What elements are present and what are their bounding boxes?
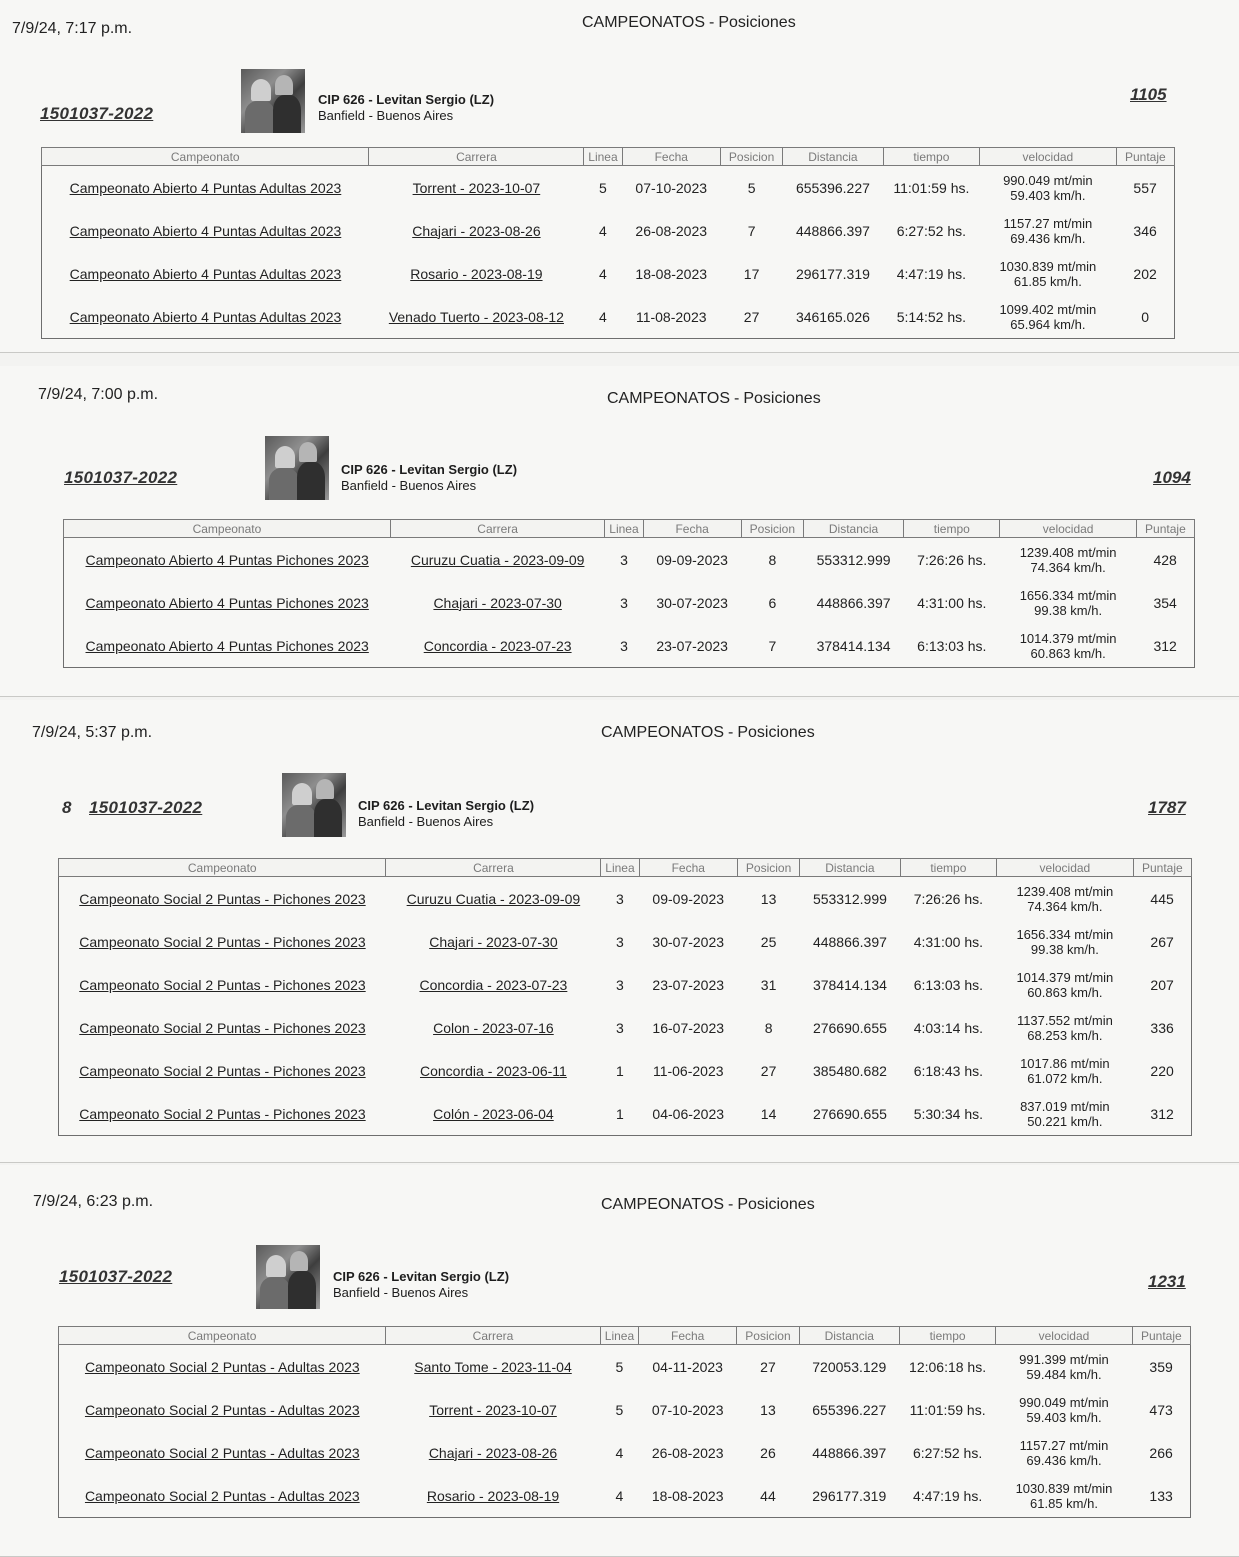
carrera-link[interactable]: Concordia - 2023-07-23 xyxy=(423,637,572,654)
campeonato-link[interactable]: Campeonato Social 2 Puntas - Adultas 2023 xyxy=(84,1401,360,1418)
puntaje-cell: 336 xyxy=(1150,1019,1174,1036)
header-posicion: Posicion xyxy=(720,148,782,166)
velocidad-mt: 1030.839 mt/min xyxy=(1015,1480,1113,1496)
header-fecha: Fecha xyxy=(639,859,737,877)
campeonato-link[interactable]: Campeonato Social 2 Puntas - Adultas 2023 xyxy=(84,1487,360,1504)
velocidad-cell xyxy=(980,166,1117,210)
header-carrera: Carrera xyxy=(369,148,584,166)
table-row xyxy=(59,1049,1192,1092)
campeonato-link[interactable]: Campeonato Social 2 Puntas - Pichones 2023 xyxy=(79,976,366,993)
velocidad-cell xyxy=(980,209,1117,252)
puntaje-cell: 312 xyxy=(1153,637,1177,654)
velocidad-mt: 1157.27 mt/min xyxy=(1019,1437,1109,1453)
puntaje-cell: 473 xyxy=(1149,1401,1173,1418)
distancia-cell: 553312.999 xyxy=(816,551,891,568)
header-puntaje: Puntaje xyxy=(1136,520,1194,538)
puntaje-cell: 428 xyxy=(1153,551,1177,568)
velocidad-km: 74.364 km/h. xyxy=(1030,559,1106,575)
tiempo-cell: 4:47:19 hs. xyxy=(912,1487,983,1504)
tiempo-cell: 4:03:14 hs. xyxy=(913,1019,983,1036)
header-puntaje: Puntaje xyxy=(1132,1327,1190,1345)
distancia-cell: 346165.026 xyxy=(795,308,870,325)
carrera-link[interactable]: Concordia - 2023-06-11 xyxy=(419,1062,567,1079)
campeonato-link[interactable]: Campeonato Abierto 4 Puntas Adultas 2023 xyxy=(69,222,342,239)
header-posicion: Posicion xyxy=(741,520,803,538)
header-campeonato: Campeonato xyxy=(42,148,369,166)
velocidad-km: 99.38 km/h. xyxy=(1034,602,1103,618)
owner-info xyxy=(318,92,494,124)
header-velocidad: velocidad xyxy=(997,859,1134,877)
header-carrera: Carrera xyxy=(386,859,601,877)
velocidad-mt: 1239.408 mt/min xyxy=(1016,883,1114,899)
table-row xyxy=(59,877,1192,921)
owner-info xyxy=(333,1269,509,1301)
velocidad-cell xyxy=(980,295,1117,339)
ring-id-link[interactable]: 1501037-2022 xyxy=(59,1267,173,1286)
linea-cell: 4 xyxy=(615,1487,624,1504)
fecha-cell: 16-07-2023 xyxy=(652,1019,725,1036)
header-puntaje: Puntaje xyxy=(1116,148,1174,166)
total-score[interactable]: 1105 xyxy=(1130,85,1167,104)
carrera-link[interactable]: Santo Tome - 2023-11-04 xyxy=(414,1358,572,1375)
linea-cell: 4 xyxy=(599,308,607,325)
title-separator: - xyxy=(727,724,734,741)
velocidad-mt: 990.049 mt/min xyxy=(1019,1394,1109,1410)
fecha-cell: 30-07-2023 xyxy=(656,594,728,611)
velocidad-km: 61.85 km/h. xyxy=(1013,273,1082,289)
header-campeonato: Campeonato xyxy=(64,520,391,538)
carrera-link[interactable]: Chajari - 2023-07-30 xyxy=(433,594,562,611)
header-linea: Linea xyxy=(601,859,639,877)
carrera-link[interactable]: Venado Tuerto - 2023-08-12 xyxy=(388,308,564,325)
velocidad-mt: 991.399 mt/min xyxy=(1019,1351,1109,1367)
header-fecha: Fecha xyxy=(639,1327,737,1345)
distancia-cell: 448866.397 xyxy=(812,1444,887,1461)
header-campeonato: Campeonato xyxy=(59,859,386,877)
table-row xyxy=(42,166,1175,210)
fecha-cell: 09-09-2023 xyxy=(652,890,725,907)
velocidad-cell xyxy=(996,1474,1132,1518)
page-title xyxy=(607,390,821,408)
ring-prefix: 8 xyxy=(62,798,72,817)
title-sub: Posiciones xyxy=(737,724,815,741)
print-timestamp: 7/9/24, 6:23 p.m. xyxy=(33,1193,154,1210)
velocidad-mt: 1656.334 mt/min xyxy=(1016,926,1114,942)
header-fecha: Fecha xyxy=(622,148,720,166)
velocidad-cell xyxy=(996,1431,1132,1474)
velocidad-km: 59.484 km/h. xyxy=(1026,1366,1102,1382)
distancia-cell: 448866.397 xyxy=(812,933,887,950)
velocidad-km: 60.863 km/h. xyxy=(1030,645,1106,661)
velocidad-km: 60.863 km/h. xyxy=(1027,984,1103,1000)
distancia-cell: 720053.129 xyxy=(812,1358,887,1375)
campeonato-link[interactable]: Campeonato Social 2 Puntas - Adultas 2023 xyxy=(84,1444,360,1461)
posicion-cell: 27 xyxy=(760,1358,776,1375)
velocidad-cell xyxy=(1000,624,1136,668)
velocidad-km: 65.964 km/h. xyxy=(1010,316,1086,332)
linea-cell: 5 xyxy=(615,1358,624,1375)
posicion-cell: 31 xyxy=(760,976,777,993)
results-table xyxy=(41,147,1175,339)
table-row xyxy=(59,963,1192,1006)
campeonato-link[interactable]: Campeonato Social 2 Puntas - Pichones 2023 xyxy=(79,1105,366,1122)
header-row xyxy=(59,859,1192,877)
header-puntaje: Puntaje xyxy=(1133,859,1191,877)
velocidad-cell xyxy=(997,1049,1134,1092)
fecha-cell: 04-11-2023 xyxy=(652,1358,723,1375)
tiempo-cell: 6:27:52 hs. xyxy=(896,222,966,239)
distancia-cell: 655396.227 xyxy=(812,1401,887,1418)
print-timestamp: 7/9/24, 5:37 p.m. xyxy=(32,724,153,741)
puntaje-cell: 267 xyxy=(1150,933,1174,950)
ring-id-link[interactable]: 1501037-2022 xyxy=(40,104,154,123)
ring-id-link[interactable]: 1501037-2022 xyxy=(89,798,203,817)
header-tiempo: tiempo xyxy=(899,1327,995,1345)
campeonato-link[interactable]: Campeonato Abierto 4 Puntas Adultas 2023 xyxy=(69,265,342,282)
distancia-cell: 378414.134 xyxy=(816,637,891,654)
tiempo-cell: 4:31:00 hs. xyxy=(913,933,983,950)
header-row xyxy=(42,148,1175,166)
puntaje-cell: 346 xyxy=(1133,222,1157,239)
results-sheet xyxy=(0,366,1239,697)
posicion-cell: 44 xyxy=(760,1487,776,1504)
results-table xyxy=(58,1326,1191,1518)
total-score[interactable]: 1094 xyxy=(1153,468,1191,487)
header-campeonato: Campeonato xyxy=(59,1327,386,1345)
title-main: CAMPEONATOS xyxy=(582,14,705,31)
posicion-cell: 7 xyxy=(768,637,777,654)
posicion-cell: 7 xyxy=(747,222,756,239)
posicion-cell: 8 xyxy=(768,551,777,568)
puntaje-cell: 359 xyxy=(1149,1358,1173,1375)
tiempo-cell: 7:26:26 hs. xyxy=(913,890,983,907)
linea-cell: 3 xyxy=(616,976,624,993)
distancia-cell: 448866.397 xyxy=(816,594,891,611)
ring-id-link[interactable]: 1501037-2022 xyxy=(64,468,178,487)
posicion-cell: 27 xyxy=(760,1062,777,1079)
table-row xyxy=(59,1345,1191,1389)
velocidad-km: 69.436 km/h. xyxy=(1026,1452,1102,1468)
distancia-cell: 378414.134 xyxy=(812,976,887,993)
posicion-cell: 14 xyxy=(760,1105,777,1122)
puntaje-cell: 312 xyxy=(1150,1105,1174,1122)
header-row xyxy=(59,1327,1191,1345)
owner-location: Banfield - Buenos Aires xyxy=(318,108,454,123)
header-posicion: Posicion xyxy=(737,1327,799,1345)
header-carrera: Carrera xyxy=(390,520,605,538)
total-score[interactable]: 1231 xyxy=(1148,1272,1186,1291)
puntaje-cell: 354 xyxy=(1153,594,1177,611)
campeonato-link[interactable]: Campeonato Abierto 4 Puntas Adultas 2023 xyxy=(69,179,342,196)
velocidad-km: 61.85 km/h. xyxy=(1030,1495,1098,1511)
owner-name: CIP 626 - Levitan Sergio (LZ) xyxy=(318,92,495,107)
linea-cell: 3 xyxy=(616,933,624,950)
owner-photo xyxy=(282,773,346,837)
campeonato-link[interactable]: Campeonato Abierto 4 Puntas Pichones 2023 xyxy=(85,594,369,611)
linea-cell: 3 xyxy=(620,551,628,568)
tiempo-cell: 7:26:26 hs. xyxy=(917,551,987,568)
campeonato-link[interactable]: Campeonato Social 2 Puntas - Pichones 2023 xyxy=(79,1062,366,1079)
velocidad-cell xyxy=(1000,538,1136,582)
velocidad-cell xyxy=(997,1092,1134,1136)
velocidad-km: 99.38 km/h. xyxy=(1030,941,1099,957)
fecha-cell: 26-08-2023 xyxy=(651,1444,724,1461)
header-tiempo: tiempo xyxy=(900,859,996,877)
linea-cell: 4 xyxy=(615,1444,624,1461)
table-row xyxy=(64,624,1195,668)
distancia-cell: 276690.655 xyxy=(812,1019,887,1036)
posicion-cell: 8 xyxy=(764,1019,773,1036)
title-sub: Posiciones xyxy=(737,1196,815,1213)
fecha-cell: 09-09-2023 xyxy=(656,551,728,568)
campeonato-link[interactable]: Campeonato Social 2 Puntas - Adultas 2023 xyxy=(84,1358,360,1375)
title-separator: - xyxy=(727,1196,734,1213)
fecha-cell: 11-06-2023 xyxy=(652,1062,724,1079)
posicion-cell: 13 xyxy=(760,890,777,907)
header-carrera: Carrera xyxy=(386,1327,601,1345)
header-distancia: Distancia xyxy=(803,520,903,538)
carrera-link[interactable]: Colón - 2023-06-04 xyxy=(433,1105,554,1122)
owner-name: CIP 626 - Levitan Sergio (LZ) xyxy=(333,1269,510,1284)
table-row xyxy=(59,1388,1191,1431)
header-tiempo: tiempo xyxy=(883,148,979,166)
total-score[interactable]: 1787 xyxy=(1148,798,1186,817)
posicion-cell: 27 xyxy=(743,308,760,325)
carrera-link[interactable]: Chajari - 2023-08-26 xyxy=(412,222,541,239)
velocidad-mt: 1014.379 mt/min xyxy=(1016,969,1114,985)
velocidad-mt: 1030.839 mt/min xyxy=(999,258,1097,274)
fecha-cell: 07-10-2023 xyxy=(635,179,708,196)
header-velocidad: velocidad xyxy=(980,148,1117,166)
owner-name: CIP 626 - Levitan Sergio (LZ) xyxy=(358,798,535,813)
velocidad-mt: 990.049 mt/min xyxy=(1003,172,1093,188)
tiempo-cell: 4:47:19 hs. xyxy=(896,265,966,282)
carrera-link[interactable]: Concordia - 2023-07-23 xyxy=(419,976,568,993)
tiempo-cell: 6:18:43 hs. xyxy=(913,1062,983,1079)
carrera-link[interactable]: Curuzu Cuatia - 2023-09-09 xyxy=(406,890,581,907)
puntaje-cell: 207 xyxy=(1150,976,1174,993)
velocidad-km: 50.221 km/h. xyxy=(1027,1113,1103,1129)
fecha-cell: 18-08-2023 xyxy=(635,265,708,282)
header-row xyxy=(64,520,1195,538)
table-row xyxy=(59,1431,1191,1474)
carrera-link[interactable]: Rosario - 2023-08-19 xyxy=(426,1487,560,1504)
table-row xyxy=(59,1092,1192,1136)
fecha-cell: 18-08-2023 xyxy=(651,1487,724,1504)
campeonato-link[interactable]: Campeonato Social 2 Puntas - Pichones 2023 xyxy=(79,890,366,907)
linea-cell: 3 xyxy=(620,637,628,654)
table-row xyxy=(59,920,1192,963)
owner-info xyxy=(358,798,534,830)
table-row xyxy=(64,538,1195,582)
velocidad-mt: 1239.408 mt/min xyxy=(1019,544,1117,560)
velocidad-km: 59.403 km/h. xyxy=(1010,187,1086,203)
fecha-cell: 30-07-2023 xyxy=(652,933,725,950)
results-table xyxy=(63,519,1195,668)
table-row xyxy=(59,1006,1192,1049)
print-timestamp: 7/9/24, 7:00 p.m. xyxy=(38,386,159,403)
carrera-link[interactable]: Curuzu Cuatia - 2023-09-09 xyxy=(410,551,585,568)
title-sub: Posiciones xyxy=(718,14,796,31)
campeonato-link[interactable]: Campeonato Social 2 Puntas - Pichones 2023 xyxy=(79,933,366,950)
velocidad-km: 61.072 km/h. xyxy=(1027,1070,1103,1086)
posicion-cell: 5 xyxy=(747,179,756,196)
tiempo-cell: 11:01:59 hs. xyxy=(893,179,970,196)
title-sub: Posiciones xyxy=(743,390,821,407)
carrera-link[interactable]: Rosario - 2023-08-19 xyxy=(410,265,543,282)
header-fecha: Fecha xyxy=(643,520,741,538)
header-distancia: Distancia xyxy=(799,1327,899,1345)
posicion-cell: 25 xyxy=(760,933,777,950)
velocidad-mt: 837.019 mt/min xyxy=(1020,1098,1110,1114)
linea-cell: 1 xyxy=(616,1062,624,1079)
header-distancia: Distancia xyxy=(783,148,883,166)
tiempo-cell: 5:14:52 hs. xyxy=(896,308,966,325)
page-title xyxy=(582,14,796,32)
header-tiempo: tiempo xyxy=(904,520,1000,538)
owner-location: Banfield - Buenos Aires xyxy=(341,478,477,493)
results-sheet xyxy=(0,700,1239,1163)
campeonato-link[interactable]: Campeonato Social 2 Puntas - Pichones 2023 xyxy=(79,1019,366,1036)
velocidad-cell xyxy=(980,252,1117,295)
results-sheet xyxy=(0,0,1239,353)
title-separator: - xyxy=(708,14,715,31)
velocidad-mt: 1017.86 mt/min xyxy=(1020,1055,1110,1071)
puntaje-cell: 220 xyxy=(1150,1062,1174,1079)
carrera-link[interactable]: Chajari - 2023-07-30 xyxy=(429,933,558,950)
header-linea: Linea xyxy=(605,520,643,538)
page-title xyxy=(601,724,815,742)
title-main: CAMPEONATOS xyxy=(601,724,724,741)
velocidad-mt: 1137.552 mt/min xyxy=(1016,1012,1113,1028)
puntaje-cell: 557 xyxy=(1133,179,1157,196)
title-main: CAMPEONATOS xyxy=(607,390,730,407)
carrera-link[interactable]: Chajari - 2023-08-26 xyxy=(428,1444,558,1461)
table-row xyxy=(42,209,1175,252)
campeonato-link[interactable]: Campeonato Abierto 4 Puntas Pichones 2023 xyxy=(85,637,369,654)
linea-cell: 5 xyxy=(615,1401,624,1418)
carrera-link[interactable]: Torrent - 2023-10-07 xyxy=(412,179,541,196)
header-velocidad: velocidad xyxy=(996,1327,1132,1345)
linea-cell: 3 xyxy=(616,1019,624,1036)
distancia-cell: 553312.999 xyxy=(812,890,887,907)
posicion-cell: 6 xyxy=(768,594,777,611)
tiempo-cell: 12:06:18 hs. xyxy=(909,1358,987,1375)
linea-cell: 4 xyxy=(599,265,607,282)
linea-cell: 3 xyxy=(616,890,624,907)
header-posicion: Posicion xyxy=(737,859,799,877)
distancia-cell: 276690.655 xyxy=(812,1105,887,1122)
fecha-cell: 23-07-2023 xyxy=(656,637,728,654)
fecha-cell: 26-08-2023 xyxy=(635,222,708,239)
velocidad-km: 68.253 km/h. xyxy=(1027,1027,1103,1043)
velocidad-mt: 1656.334 mt/min xyxy=(1019,587,1117,603)
fecha-cell: 23-07-2023 xyxy=(652,976,725,993)
velocidad-mt: 1014.379 mt/min xyxy=(1019,630,1117,646)
distancia-cell: 385480.682 xyxy=(812,1062,887,1079)
owner-photo xyxy=(265,436,329,500)
velocidad-mt: 1099.402 mt/min xyxy=(999,301,1097,317)
distancia-cell: 655396.227 xyxy=(795,179,870,196)
linea-cell: 4 xyxy=(599,222,607,239)
velocidad-km: 69.436 km/h. xyxy=(1010,230,1086,246)
header-linea: Linea xyxy=(584,148,622,166)
puntaje-cell: 133 xyxy=(1149,1487,1173,1504)
velocidad-cell xyxy=(997,963,1134,1006)
carrera-link[interactable]: Torrent - 2023-10-07 xyxy=(429,1401,557,1418)
puntaje-cell: 202 xyxy=(1133,265,1157,282)
table-row xyxy=(59,1474,1191,1518)
distancia-cell: 448866.397 xyxy=(795,222,870,239)
tiempo-cell: 6:13:03 hs. xyxy=(913,976,983,993)
puntaje-cell: 0 xyxy=(1141,308,1149,325)
puntaje-cell: 445 xyxy=(1150,890,1174,907)
owner-location: Banfield - Buenos Aires xyxy=(358,814,494,829)
print-timestamp: 7/9/24, 7:17 p.m. xyxy=(12,20,133,37)
fecha-cell: 11-08-2023 xyxy=(635,308,707,325)
owner-info xyxy=(341,462,517,494)
owner-photo xyxy=(256,1245,320,1309)
owner-photo xyxy=(241,69,305,133)
distancia-cell: 296177.319 xyxy=(812,1487,887,1504)
fecha-cell: 04-06-2023 xyxy=(652,1105,725,1122)
header-linea: Linea xyxy=(600,1327,638,1345)
tiempo-cell: 11:01:59 hs. xyxy=(909,1401,986,1418)
velocidad-km: 59.403 km/h. xyxy=(1026,1409,1102,1425)
velocidad-cell xyxy=(996,1345,1132,1389)
velocidad-mt: 1157.27 mt/min xyxy=(1003,215,1093,231)
tiempo-cell: 6:13:03 hs. xyxy=(917,637,987,654)
campeonato-link[interactable]: Campeonato Abierto 4 Puntas Adultas 2023 xyxy=(69,308,342,325)
campeonato-link[interactable]: Campeonato Abierto 4 Puntas Pichones 2023 xyxy=(85,551,369,568)
velocidad-cell xyxy=(996,1388,1132,1431)
posicion-cell: 26 xyxy=(760,1444,776,1461)
table-row xyxy=(42,295,1175,339)
fecha-cell: 07-10-2023 xyxy=(651,1401,724,1418)
velocidad-cell xyxy=(997,920,1134,963)
header-distancia: Distancia xyxy=(800,859,900,877)
header-velocidad: velocidad xyxy=(1000,520,1136,538)
puntaje-cell: 266 xyxy=(1149,1444,1173,1461)
results-sheet xyxy=(0,1165,1239,1557)
velocidad-cell xyxy=(997,1006,1134,1049)
tiempo-cell: 4:31:00 hs. xyxy=(917,594,987,611)
page-title xyxy=(601,1196,815,1214)
tiempo-cell: 5:30:34 hs. xyxy=(913,1105,983,1122)
linea-cell: 3 xyxy=(620,594,628,611)
owner-name: CIP 626 - Levitan Sergio (LZ) xyxy=(341,462,518,477)
owner-location: Banfield - Buenos Aires xyxy=(333,1285,469,1300)
posicion-cell: 17 xyxy=(743,265,760,282)
posicion-cell: 13 xyxy=(760,1401,776,1418)
velocidad-km: 74.364 km/h. xyxy=(1027,898,1103,914)
velocidad-cell xyxy=(1000,581,1136,624)
linea-cell: 5 xyxy=(599,179,607,196)
linea-cell: 1 xyxy=(616,1105,624,1122)
title-main: CAMPEONATOS xyxy=(601,1196,724,1213)
distancia-cell: 296177.319 xyxy=(795,265,870,282)
title-separator: - xyxy=(733,390,740,407)
tiempo-cell: 6:27:52 hs. xyxy=(912,1444,983,1461)
results-table xyxy=(58,858,1192,1136)
table-row xyxy=(64,581,1195,624)
carrera-link[interactable]: Colon - 2023-07-16 xyxy=(433,1019,554,1036)
table-row xyxy=(42,252,1175,295)
velocidad-cell xyxy=(997,877,1134,921)
